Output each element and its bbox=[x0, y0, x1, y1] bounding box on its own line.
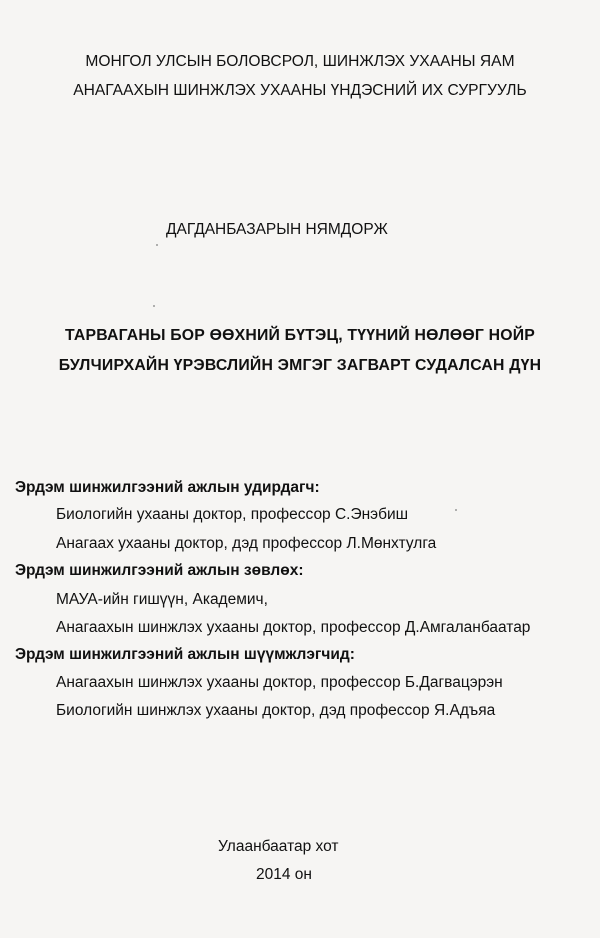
advisors-heading: Эрдэм шинжилгээний ажлын зөвлөх: bbox=[15, 562, 304, 579]
advisor-1: МАУА-ийн гишүүн, Академич, bbox=[56, 591, 268, 608]
scan-speck bbox=[156, 244, 158, 246]
supervisor-2: Анагаах ухааны доктор, дэд профессор Л.Мөнхтулга bbox=[56, 535, 437, 552]
footer-year: 2014 он bbox=[256, 866, 312, 883]
supervisor-1: Биологийн ухааны доктор, профессор С.Энэбиш bbox=[56, 506, 409, 523]
footer-city: Улаанбаатар хот bbox=[218, 838, 339, 855]
reviewers-heading: Эрдэм шинжилгээний ажлын шүүмжлэгчид: bbox=[15, 646, 355, 663]
scan-speck bbox=[455, 509, 457, 511]
advisor-2: Анагаахын шинжлэх ухааны доктор, профессор Д.Амгаланбаатар bbox=[56, 619, 531, 636]
university-header: АНАГААХЫН ШИНЖЛЭХ УХААНЫ ҮНДЭСНИЙ ИХ СУРГУУЛЬ bbox=[73, 82, 527, 99]
thesis-title-line-1: ТАРВАГАНЫ БОР ӨӨХНИЙ БҮТЭЦ, ТҮҮНИЙ НӨЛӨӨГ НОЙР bbox=[65, 327, 535, 344]
ministry-header: МОНГОЛ УЛСЫН БОЛОВСРОЛ, ШИНЖЛЭХ УХААНЫ ЯАМ bbox=[85, 53, 515, 70]
scan-speck bbox=[153, 305, 155, 307]
supervisors-heading: Эрдэм шинжилгээний ажлын удирдагч: bbox=[15, 479, 320, 496]
reviewer-1: Анагаахын шинжлэх ухааны доктор, профессор Б.Дагвацэрэн bbox=[56, 674, 503, 691]
author-name: ДАГДАНБАЗАРЫН НЯМДОРЖ bbox=[166, 221, 388, 238]
reviewer-2: Биологийн шинжлэх ухааны доктор, дэд профессор Я.Адъяа bbox=[56, 702, 496, 719]
thesis-title-line-2: БУЛЧИРХАЙН ҮРЭВСЛИЙН ЭМГЭГ ЗАГВАРТ СУДАЛСАН ДҮН bbox=[58, 357, 542, 374]
